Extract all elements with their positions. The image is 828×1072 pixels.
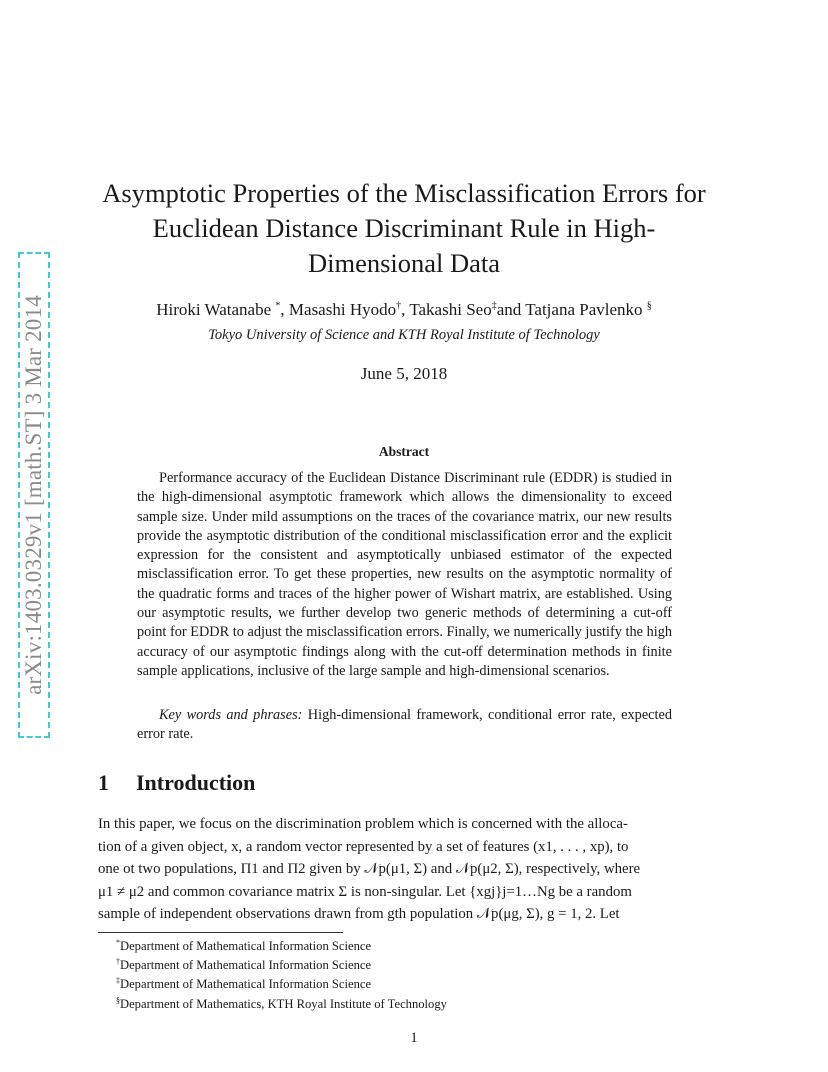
author-mark: § bbox=[646, 300, 652, 312]
author-separator: and bbox=[496, 300, 522, 319]
footnote bbox=[116, 973, 447, 992]
page-number: 1 bbox=[410, 1030, 418, 1046]
footnote-text: Department of Mathematical Information Science bbox=[120, 958, 372, 973]
intro-paragraph bbox=[98, 813, 712, 926]
author-separator: , bbox=[280, 300, 285, 319]
abstract-heading: Abstract bbox=[378, 444, 430, 459]
author-name: Takashi Seo bbox=[409, 300, 492, 319]
abstract-body: Performance accuracy of the Euclidean Distance Discriminant rule (EDDR) is studied in the high-dimensional asymptotic framework which allows the dimensionality to exceed sample size. Under mild assumptions on the traces of the covariance matrix, our new results provide the asymptotic distribution of the conditional misclassification error and the explicit expression for the consistent and asymptotically unbiased estimator of the expected misclassification error. To get these properties, new results on the asymptotic normality of the quadratic forms and traces of the higher power of Wishart matrix, are established. Using our asymptotic results, we further develop two generic methods of determining a cut-off point for EDDR to adjust the misclassification errors. Finally, we numerically justify the high accuracy of our asymptotic findings along with the cut-off determination methods in finite sample applications, inclusive of the large sample and high-dimensional scenarios. bbox=[137, 470, 672, 679]
author-mark: ‡ bbox=[491, 300, 497, 312]
section-title: Introduction bbox=[136, 770, 256, 795]
author-mark: † bbox=[396, 300, 402, 312]
footnote-text: Department of Mathematical Information Science bbox=[120, 939, 372, 954]
footnote-text: Department of Mathematical Information Science bbox=[120, 977, 372, 992]
intro-line: sample of independent observations drawn from gth population 𝒩p(μg, Σ), g = 1, 2. Let bbox=[98, 906, 620, 922]
author-name: Tatjana Pavlenko bbox=[525, 300, 643, 319]
intro-line: tion of a given object, x, a random vector represented by a set of features (x1, . . . , xp), to bbox=[98, 838, 629, 855]
footnote-mark: ‡ bbox=[116, 976, 120, 986]
footnote-mark: § bbox=[116, 995, 120, 1005]
arxiv-identifier: arXiv:1403.0329v1 [math.ST] 3 Mar 2014 bbox=[21, 295, 46, 695]
intro-line: one ot two populations, Π1 and Π2 given by 𝒩p(μ1, Σ) and 𝒩p(μ2, Σ), respectively, where bbox=[98, 861, 641, 877]
footnote-text: Department of Mathematics, KTH Royal Institute of Technology bbox=[120, 996, 447, 1011]
section-number: 1 bbox=[98, 770, 109, 795]
author-name: Masashi Hyodo bbox=[288, 300, 397, 319]
paper-title: Asymptotic Properties of the Misclassification Errors for Euclidean Distance Discriminant Rule in High-Dimensional Data bbox=[102, 178, 706, 278]
author-name: Hiroki Watanabe bbox=[156, 300, 272, 319]
intro-line: μ1 ≠ μ2 and common covariance matrix Σ is non-singular. Let {xgj}j=1…Ng be a random bbox=[98, 883, 632, 900]
footnote bbox=[116, 993, 447, 1012]
footnote bbox=[116, 935, 447, 954]
keywords bbox=[137, 706, 672, 745]
arxiv-stamp bbox=[18, 252, 50, 738]
footnote-mark: † bbox=[116, 957, 120, 967]
author-mark: * bbox=[275, 300, 281, 312]
footnote-mark: * bbox=[116, 938, 120, 947]
footnote-rule bbox=[98, 932, 343, 933]
author-separator: , bbox=[401, 300, 406, 319]
affiliation: Tokyo University of Science and KTH Royal Institute of Technology bbox=[208, 327, 600, 343]
section-heading bbox=[98, 770, 255, 796]
keywords-text: High-dimensional framework, conditional error rate, expected error rate. bbox=[137, 707, 672, 743]
footnote bbox=[116, 954, 447, 973]
author-list bbox=[90, 300, 718, 320]
footnotes bbox=[116, 935, 447, 1012]
keywords-label: Key words and phrases: bbox=[159, 707, 303, 723]
intro-line: In this paper, we focus on the discrimination problem which is concerned with the alloca- bbox=[98, 816, 628, 832]
paper-date: June 5, 2018 bbox=[360, 364, 448, 383]
